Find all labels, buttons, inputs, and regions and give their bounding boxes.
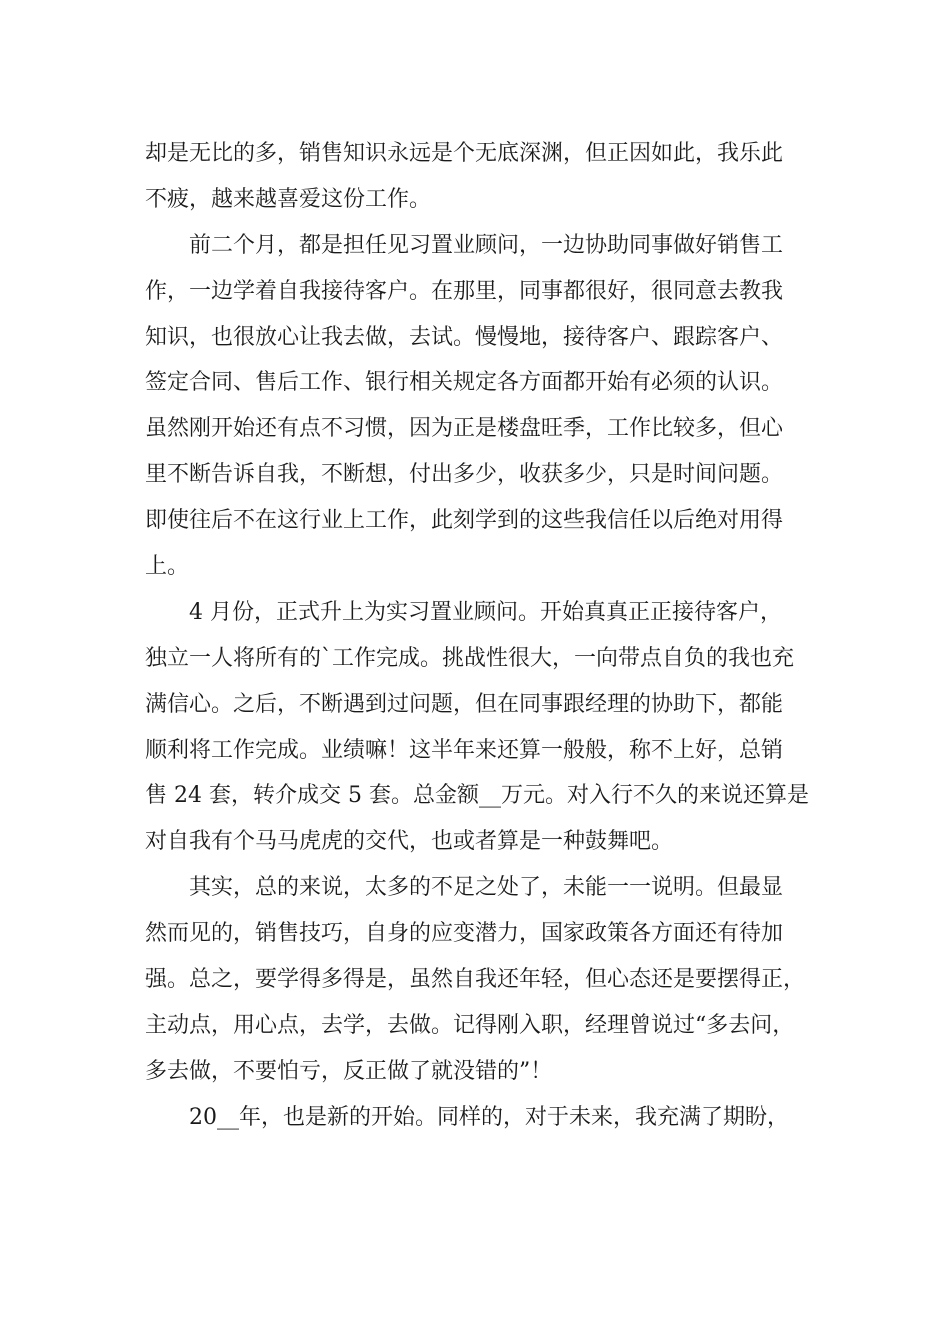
text-line: 强。总之，要学得多得是，虽然自我还年轻，但心态还是要摆得正， [145,967,806,993]
text-line: 不疲，越来越喜爱这份工作。 [145,186,432,212]
text-line: 里不断告诉自我，不断想，付出多少，收获多少，只是时间问题。 [145,462,784,488]
text-line: 虽然刚开始还有点不习惯，因为正是楼盘旺季，工作比较多，但心 [145,416,784,442]
text-line: 满信心。之后，不断遇到过问题，但在同事跟经理的协助下，都能 [145,691,784,717]
text-line: 对自我有个马马虎虎的交代，也或者算是一种鼓舞吧。 [145,829,674,855]
text-line: 即使往后不在这行业上工作，此刻学到的这些我信任以后绝对用得 [145,508,784,534]
text-line: 知识，也很放心让我去做，去试。慢慢地，接待客户、跟踪客户、 [145,324,784,350]
text-line: 上。 [145,554,190,580]
text-line: 前二个月，都是担任见习置业顾问，一边协助同事做好销售工 [189,232,784,258]
text-line: 却是无比的多，销售知识永远是个无底深渊，但正因如此，我乐此 [145,141,784,166]
text-line: 售 24 套，转介成交 5 套。总金额__万元。对入行不久的来说还算是 [145,783,809,809]
text-line: 顺利将工作完成。业绩嘛！这半年来还算一般般，称不上好，总销 [145,737,784,763]
text-line: 多去做，不要怕亏，反正做了就没错的”！ [145,1058,553,1084]
text-line: 主动点，用心点，去学，去做。记得刚入职，经理曾说过“多去问， [145,1012,795,1038]
text-line: 其实，总的来说，太多的不足之处了，未能一一说明。但最显 [189,875,784,901]
text-line: 作，一边学着自我接待客户。在那里，同事都很好，很同意去教我 [145,278,784,304]
text-line: 4 月份，正式升上为实习置业顾问。开始真真正正接待客户， [189,599,782,625]
document-body [145,131,809,1141]
text-line: 签定合同、售后工作、银行相关规定各方面都开始有必须的认识。 [145,370,784,396]
text-line: 然而见的，销售技巧，自身的应变潜力，国家政策各方面还有待加 [145,921,784,947]
text-line: 独立一人将所有的`工作完成。挑战性很大，一向带点自负的我也充 [145,645,795,671]
text-line: 20__年，也是新的开始。同样的，对于未来，我充满了期盼， [189,1104,789,1130]
